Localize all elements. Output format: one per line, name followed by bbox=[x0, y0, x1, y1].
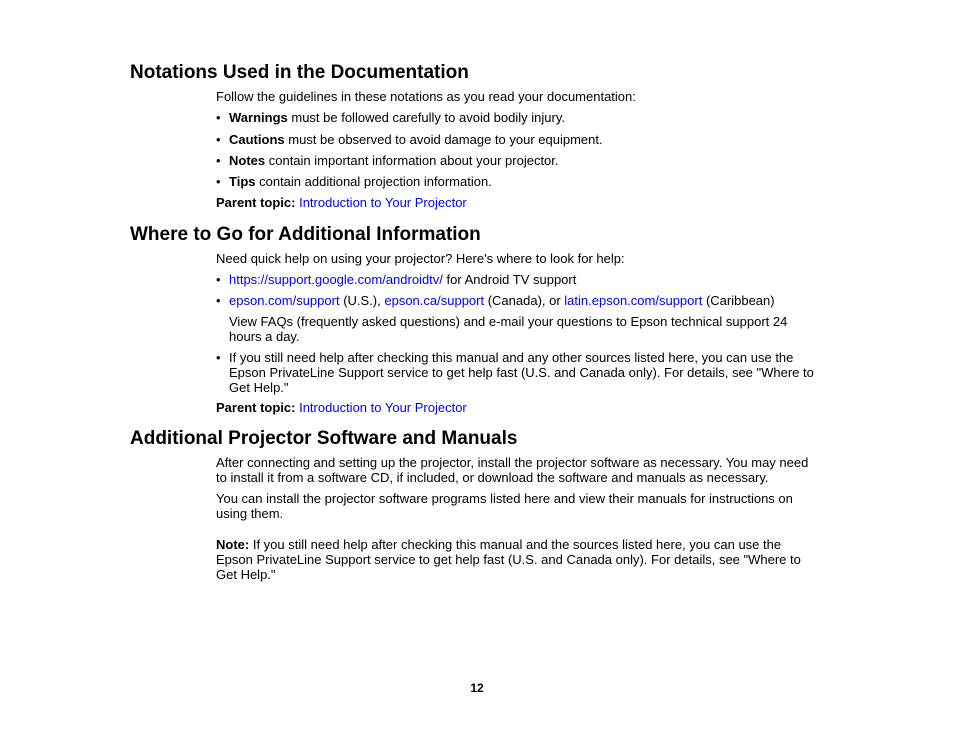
warnings-text: must be followed carefully to avoid bodily injury. bbox=[287, 110, 565, 125]
software-para-1: After connecting and setting up the projector, install the projector software as necessary. You may need to install it from a software CD, if included, or download the software and manuals as necessary. bbox=[216, 455, 809, 485]
note-label: Note: bbox=[216, 537, 250, 552]
bullet-warnings bbox=[216, 110, 821, 125]
parent-topic-link[interactable]: Introduction to Your Projector bbox=[299, 195, 467, 210]
bullet-notes bbox=[216, 153, 821, 168]
term-notes: Notes bbox=[229, 153, 266, 168]
additional-info-intro: Need quick help on using your projector? Here's where to look for help: bbox=[216, 251, 625, 266]
epson-latin-link[interactable]: latin.epson.com/support bbox=[564, 293, 703, 308]
android-support-link[interactable]: https://support.google.com/androidtv/ bbox=[229, 272, 443, 287]
bullet-epson-support bbox=[216, 293, 821, 308]
parent-topic-1 bbox=[216, 195, 821, 210]
faq-text: View FAQs (frequently asked questions) and e-mail your questions to Epson technical support 24 hours a day. bbox=[229, 314, 788, 344]
parent-topic-label: Parent topic: bbox=[216, 195, 296, 210]
bullet-dot: • bbox=[216, 153, 221, 168]
canada-text: (Canada), or bbox=[484, 293, 565, 308]
term-tips: Tips bbox=[229, 174, 256, 189]
bullet-privateline bbox=[216, 350, 821, 395]
bullet-android-support bbox=[216, 272, 821, 287]
cautions-text: must be observed to avoid damage to your equipment. bbox=[284, 132, 603, 147]
caribbean-text: (Caribbean) bbox=[702, 293, 775, 308]
heading-additional-info: Where to Go for Additional Information bbox=[130, 224, 481, 245]
notations-intro: Follow the guidelines in these notations as you read your documentation: bbox=[216, 89, 636, 104]
bullet-dot: • bbox=[216, 132, 221, 147]
term-warnings: Warnings bbox=[229, 110, 288, 125]
us-text: (U.S.), bbox=[339, 293, 385, 308]
bullet-dot: • bbox=[216, 174, 221, 189]
software-para-2: You can install the projector software programs listed here and view their manuals for instructions on using them. bbox=[216, 491, 793, 521]
parent-topic-label: Parent topic: bbox=[216, 400, 296, 415]
notes-text: contain important information about your projector. bbox=[265, 153, 559, 168]
page-number: 12 bbox=[470, 681, 484, 695]
bullet-tips bbox=[216, 174, 821, 189]
bullet-dot: • bbox=[216, 293, 221, 308]
note-text: If you still need help after checking this manual and the sources listed here, you can use the Epson PrivateLine Support service to get help fast (U.S. and Canada only). For details, see "Where to Get Help." bbox=[216, 537, 801, 582]
tips-text: contain additional projection information. bbox=[255, 174, 492, 189]
bullet-cautions bbox=[216, 132, 821, 147]
bullet-dot: • bbox=[216, 350, 221, 365]
parent-topic-2 bbox=[216, 400, 821, 415]
parent-topic-link[interactable]: Introduction to Your Projector bbox=[299, 400, 467, 415]
note-block bbox=[216, 537, 821, 582]
bullet-dot: • bbox=[216, 272, 221, 287]
android-support-text: for Android TV support bbox=[442, 272, 577, 287]
epson-ca-link[interactable]: epson.ca/support bbox=[384, 293, 485, 308]
term-cautions: Cautions bbox=[229, 132, 285, 147]
epson-us-link[interactable]: epson.com/support bbox=[229, 293, 340, 308]
privateline-text: If you still need help after checking this manual and any other sources listed here, you can use the Epson PrivateLine Support service to get help fast (U.S. and Canada only). For details, see "Where to Get Help." bbox=[229, 350, 814, 395]
heading-notations: Notations Used in the Documentation bbox=[130, 62, 469, 83]
bullet-dot: • bbox=[216, 110, 221, 125]
heading-software-manuals: Additional Projector Software and Manuals bbox=[130, 428, 518, 449]
